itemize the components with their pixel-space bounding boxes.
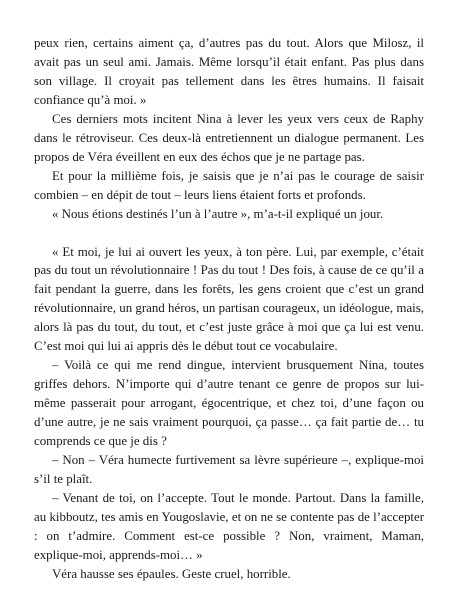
paragraph: – Non – Véra humecte furtivement sa lèvre supérieure –, explique-moi s’il te plaît. bbox=[34, 453, 424, 486]
paragraph: Et pour la millième fois, je saisis que je n’ai pas le courage de saisir combien – en dépit de tout – leurs liens étaient forts et profonds. bbox=[34, 168, 424, 202]
book-page-text bbox=[34, 34, 424, 584]
paragraph: « Et moi, je lui ai ouvert les yeux, à ton père. Lui, par exemple, c’était pas du tout un révolutionnaire ! Pas du tout ! Des fois, à cause de ce qu’il a fait pendant la guerre, dans les forêts, les gens croient que c’est un grand révolutionnaire, un grand héros, un partisan courageux, un idéologue, mais, alors là pas du tout, du tout, et c’est juste grâce à moi que ça lui est venu. C’est moi qui lui ai appris dès le début tout ce vocabulaire. bbox=[34, 244, 424, 354]
paragraph: « Nous étions destinés l’un à l’autre », m’a-t-il expliqué un jour. bbox=[52, 206, 384, 221]
paragraph: Ces derniers mots incitent Nina à lever les yeux vers ceux de Raphy dans le rétroviseur. Ces deux-là entretiennent un dialogue permanent. Les propos de Véra éveillent en eux des échos que je ne partage pas. bbox=[34, 111, 424, 164]
paragraph: Véra hausse ses épaules. Geste cruel, horrible. bbox=[52, 566, 291, 581]
paragraph: – Voilà ce qui me rend dingue, intervient brusquement Nina, toutes griffes dehors. N’importe qui d’autre tenant ce genre de propos sur lui-même passerait pour arrogant, égocentrique, et chez toi, d’une façon ou d’une autre, je ne sais vraiment pourquoi, ça passe… ça fait partie de… tu comprends ce que je dis ? bbox=[34, 358, 424, 449]
paragraph: – Venant de toi, on l’accepte. Tout le monde. Partout. Dans la famille, au kibboutz, tes amis en Yougoslavie, et on ne se contente pas de l’accepter : on t’admire. Comment est-ce possible ? Non, vraiment, Maman, explique-moi, apprends-moi… » bbox=[34, 490, 424, 562]
paragraph-continuation: peux rien, certains aiment ça, d’autres pas du tout. Alors que Milosz, il avait pas un seul ami. Jamais. Même lorsqu’il était enfant. Pas plus dans son village. Il croyait pas tellement dans les êtres humains. Il faisait confiance qu’à moi. » bbox=[34, 36, 424, 107]
